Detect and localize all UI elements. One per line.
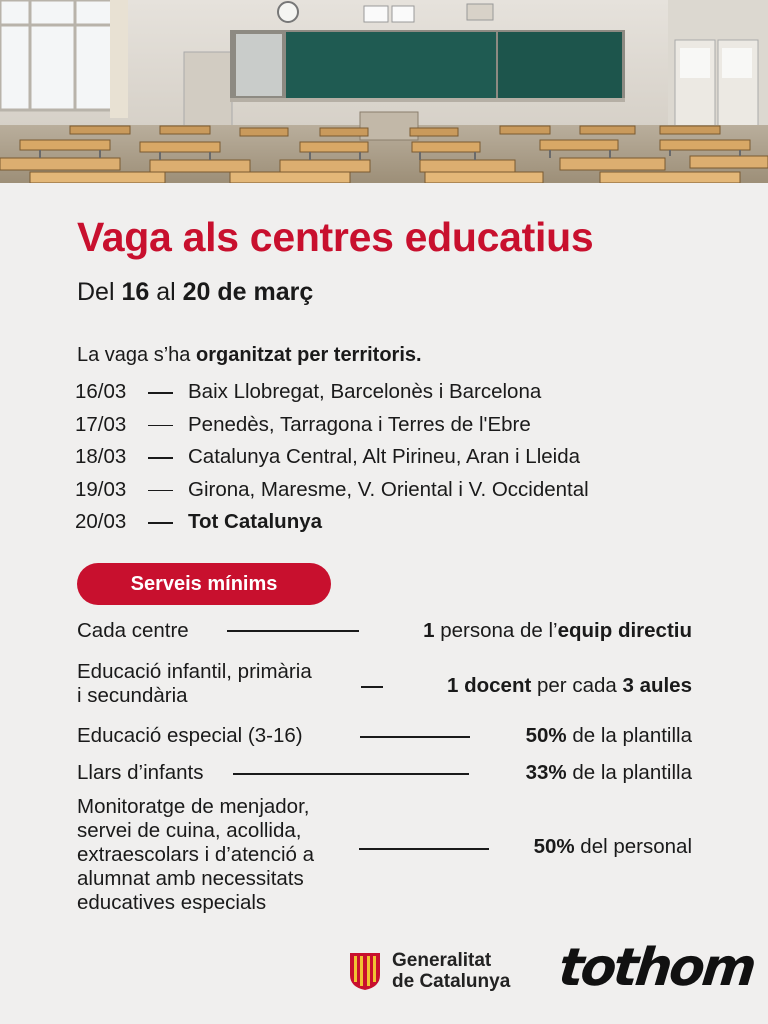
- service-row: [77, 724, 692, 750]
- service-label: Monitoratge de menjador,: [77, 795, 310, 818]
- schedule-date: 17/03: [75, 412, 127, 436]
- leader-line: [360, 736, 470, 738]
- classroom-photo: [0, 0, 768, 183]
- schedule-regions: Tot Catalunya: [188, 510, 323, 533]
- dash-divider: [148, 392, 173, 394]
- schedule-row: [75, 506, 695, 539]
- catalan-flag-icon: [348, 951, 382, 991]
- schedule-row: [75, 441, 695, 474]
- service-row: [77, 660, 692, 710]
- minimum-services-badge: Serveis mínims: [77, 563, 331, 605]
- schedule-regions: Penedès, Tarragona i Terres de l'Ebre: [188, 412, 531, 436]
- generalitat-line1: Generalitat: [392, 950, 492, 971]
- dash-divider: [148, 490, 173, 492]
- schedule-regions: Baix Llobregat, Barcelonès i Barcelona: [188, 380, 542, 403]
- schedule-date: 19/03: [75, 477, 127, 501]
- generalitat-line2: de Catalunya: [392, 971, 511, 992]
- schedule-row: [75, 409, 695, 442]
- schedule-list: [75, 376, 695, 539]
- dates-prefix: Del: [77, 278, 115, 306]
- dates-mid: al: [156, 278, 176, 306]
- page-title: Vaga als centres educatius: [77, 214, 594, 260]
- dash-divider: [148, 522, 173, 524]
- schedule-row: [75, 474, 695, 507]
- service-label: servei de cuina, acollida,: [77, 819, 302, 842]
- service-value: 50% de la plantilla: [525, 724, 692, 747]
- schedule-date: 18/03: [75, 445, 127, 468]
- service-label: educatives especials: [77, 891, 267, 914]
- service-label: extraescolars i d’atenció a: [77, 843, 315, 866]
- date-start: 16: [121, 278, 150, 306]
- service-label: Educació infantil, primària: [77, 660, 312, 683]
- intro-text: [77, 344, 422, 367]
- leader-line: [359, 848, 489, 850]
- service-label: alumnat amb necessitats: [77, 867, 304, 890]
- generalitat-logo: [348, 950, 510, 992]
- service-row: [77, 795, 692, 923]
- service-value: 50% del personal: [533, 835, 692, 858]
- service-label: Cada centre: [77, 619, 189, 642]
- intro-bold: organitzat per territoris.: [195, 344, 422, 366]
- dash-divider: [148, 457, 173, 459]
- leader-line: [361, 686, 383, 688]
- service-label: Educació especial (3-16): [77, 724, 303, 747]
- schedule-row: [75, 376, 695, 409]
- service-value: 1 persona de l’equip directiu: [423, 619, 692, 642]
- service-label: Llars d’infants: [77, 761, 204, 784]
- schedule-regions: Catalunya Central, Alt Pirineu, Aran i Lleida: [188, 445, 581, 468]
- service-row: [77, 761, 692, 787]
- generalitat-text: [392, 950, 510, 992]
- leader-line: [227, 630, 359, 632]
- date-range: [77, 278, 313, 307]
- service-row: [77, 619, 692, 645]
- service-value: 1 docent per cada 3 aules: [447, 674, 692, 697]
- leader-line: [233, 773, 469, 775]
- schedule-date: 20/03: [75, 510, 127, 533]
- tothom-logo: tothom: [555, 938, 757, 998]
- service-label: i secundària: [77, 684, 188, 707]
- date-end: 20 de març: [182, 278, 314, 306]
- intro-plain: La vaga s’ha: [77, 344, 191, 366]
- service-value: 33% de la plantilla: [525, 761, 692, 784]
- schedule-date: 16/03: [75, 380, 127, 403]
- dash-divider: [148, 425, 173, 427]
- schedule-regions: Girona, Maresme, V. Oriental i V. Occidental: [188, 477, 589, 501]
